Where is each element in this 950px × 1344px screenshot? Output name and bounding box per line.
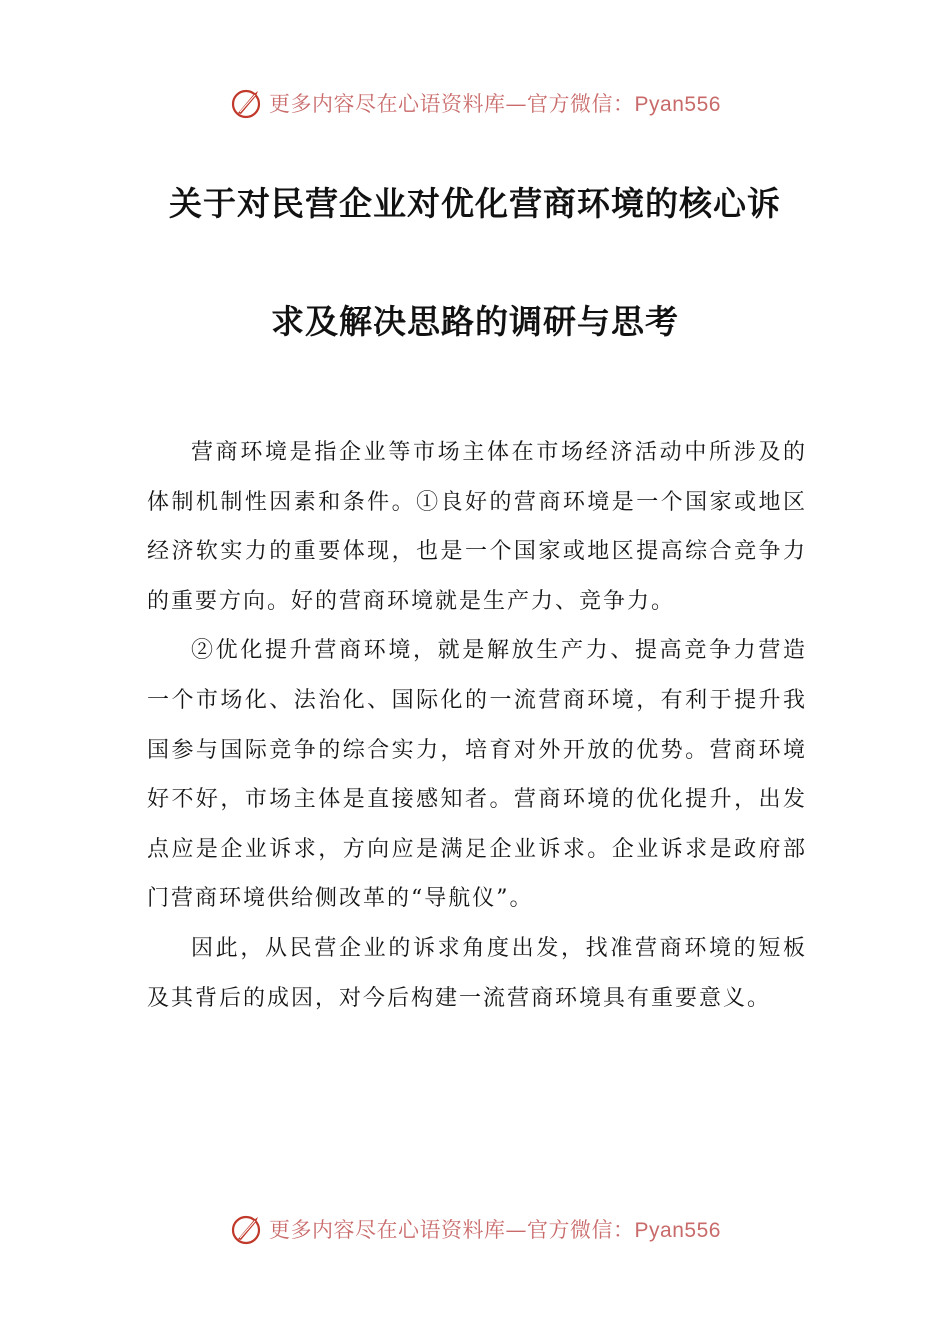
document-title-line-1: 关于对民营企业对优化营商环境的核心诉: [169, 184, 781, 223]
document-title-line-2: 求及解决思路的调研与思考: [271, 302, 679, 341]
paragraph-1: 营商环境是指企业等市场主体在市场经济活动中所涉及的体制机制性因素和条件。①良好的营商环境是一个国家或地区经济软实力的重要体现，也是一个国家或地区提高综合竞争力的重要方向。好的营商环境就是生产力、竞争力。: [147, 440, 807, 614]
wechat-id: Pyan556: [634, 1219, 721, 1242]
quill-pen-circle-icon: [229, 1211, 265, 1247]
paragraph-2: ②优化提升营商环境，就是解放生产力、提高竞争力营造一个市场化、法治化、国际化的一流营商环境，有利于提升我国参与国际竞争的综合实力，培育对外开放的优势。营商环境好不好，市场主体是直接感知者。营商环境的优化提升，出发点应是企业诉求，方向应是满足企业诉求。企业诉求是政府部门营商环境供给侧改革的“导航仪”。: [147, 638, 807, 912]
footer-banner: [0, 1209, 950, 1249]
banner-text: 更多内容尽在心语资料库—官方微信：Pyan556: [269, 92, 721, 116]
banner-text: 更多内容尽在心语资料库—官方微信：Pyan556: [269, 1218, 721, 1242]
document-body: [147, 428, 807, 1023]
wechat-id: Pyan556: [634, 93, 721, 116]
quill-pen-circle-icon: [229, 85, 265, 121]
paragraph-3: 因此，从民营企业的诉求角度出发，找准营商环境的短板及其背后的成因，对今后构建一流营商环境具有重要意义。: [147, 935, 807, 1011]
header-banner: [0, 83, 950, 123]
